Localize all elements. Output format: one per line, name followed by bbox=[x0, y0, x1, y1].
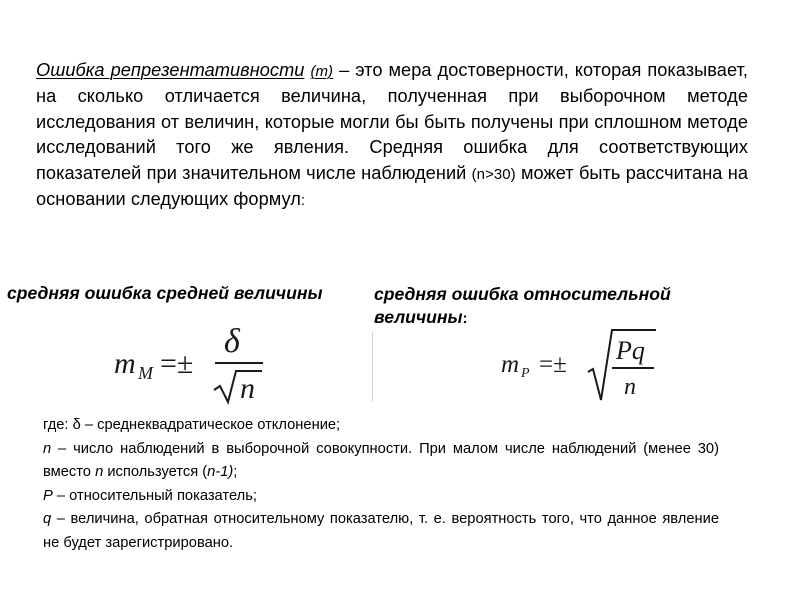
relative-error-numerator: Pq bbox=[616, 336, 645, 365]
relative-error-heading bbox=[374, 283, 754, 330]
relative-error-lhs: m bbox=[501, 351, 520, 378]
legend-n-line bbox=[43, 438, 719, 485]
conclusion-text: может быть рассчитана на основании следующих формул bbox=[36, 162, 748, 210]
mean-error-denominator: n bbox=[240, 372, 255, 405]
relative-error-heading-colon: : bbox=[462, 310, 468, 327]
legend-delta-line: где: δ – среднеквадратическое отклонение; bbox=[43, 417, 341, 433]
relative-error-denominator: n bbox=[624, 374, 636, 400]
mean-error-lhs-subscript: M bbox=[138, 363, 153, 383]
relative-error-lhs-subscript: P bbox=[521, 366, 530, 381]
legend-q-text: – величина, обратная относительному показателю, т. е. вероятность того, что данное явление не будет зарегистрировано. bbox=[43, 511, 719, 551]
legend-n-text: – число наблюдений в выборочной совокупности. При малом числе наблюдений (менее 30) вместо bbox=[43, 440, 719, 481]
mean-error-formula bbox=[112, 318, 282, 408]
notation-legend bbox=[43, 414, 719, 556]
term-name: Ошибка репрезентативности bbox=[36, 60, 305, 80]
intro-colon: : bbox=[300, 192, 306, 210]
intro-paragraph bbox=[36, 58, 748, 213]
legend-p-symbol: P bbox=[43, 487, 53, 504]
legend-p-line bbox=[43, 485, 719, 509]
mean-error-heading: средняя ошибка средней величины bbox=[7, 283, 323, 303]
relative-error-heading-text: средняя ошибка относительной величины bbox=[374, 284, 671, 327]
mean-error-numerator: δ bbox=[224, 323, 240, 360]
relative-error-formula bbox=[498, 328, 658, 404]
column-divider bbox=[372, 332, 373, 402]
legend-q-symbol: q bbox=[43, 511, 52, 528]
relative-error-equals-plus-minus: =± bbox=[539, 351, 567, 378]
sample-size-condition: (n>30) bbox=[471, 165, 516, 183]
legend-n-text-2: используется ( bbox=[103, 464, 208, 481]
mean-error-equals-plus-minus: =± bbox=[160, 347, 194, 380]
legend-p-text: – относительный показатель; bbox=[52, 487, 257, 504]
legend-n-minus-one: n-1) bbox=[207, 464, 234, 481]
mean-error-lhs: m bbox=[114, 347, 136, 380]
legend-q-line bbox=[43, 508, 719, 555]
legend-n-semicolon: ; bbox=[233, 464, 238, 481]
definition-text: – это мера достоверности, которая показывает, на сколько отличается величина, полученная при выборочном методе исследования от величин, которые могли бы быть получены при сплошном методе исследований того же явления. Средняя ошибка для соответствующих показателей при значительном числе наблюдений bbox=[36, 60, 748, 183]
term-symbol: (m) bbox=[310, 63, 334, 80]
legend-n-symbol: n bbox=[43, 440, 52, 457]
legend-n-symbol-2: n bbox=[95, 464, 104, 481]
